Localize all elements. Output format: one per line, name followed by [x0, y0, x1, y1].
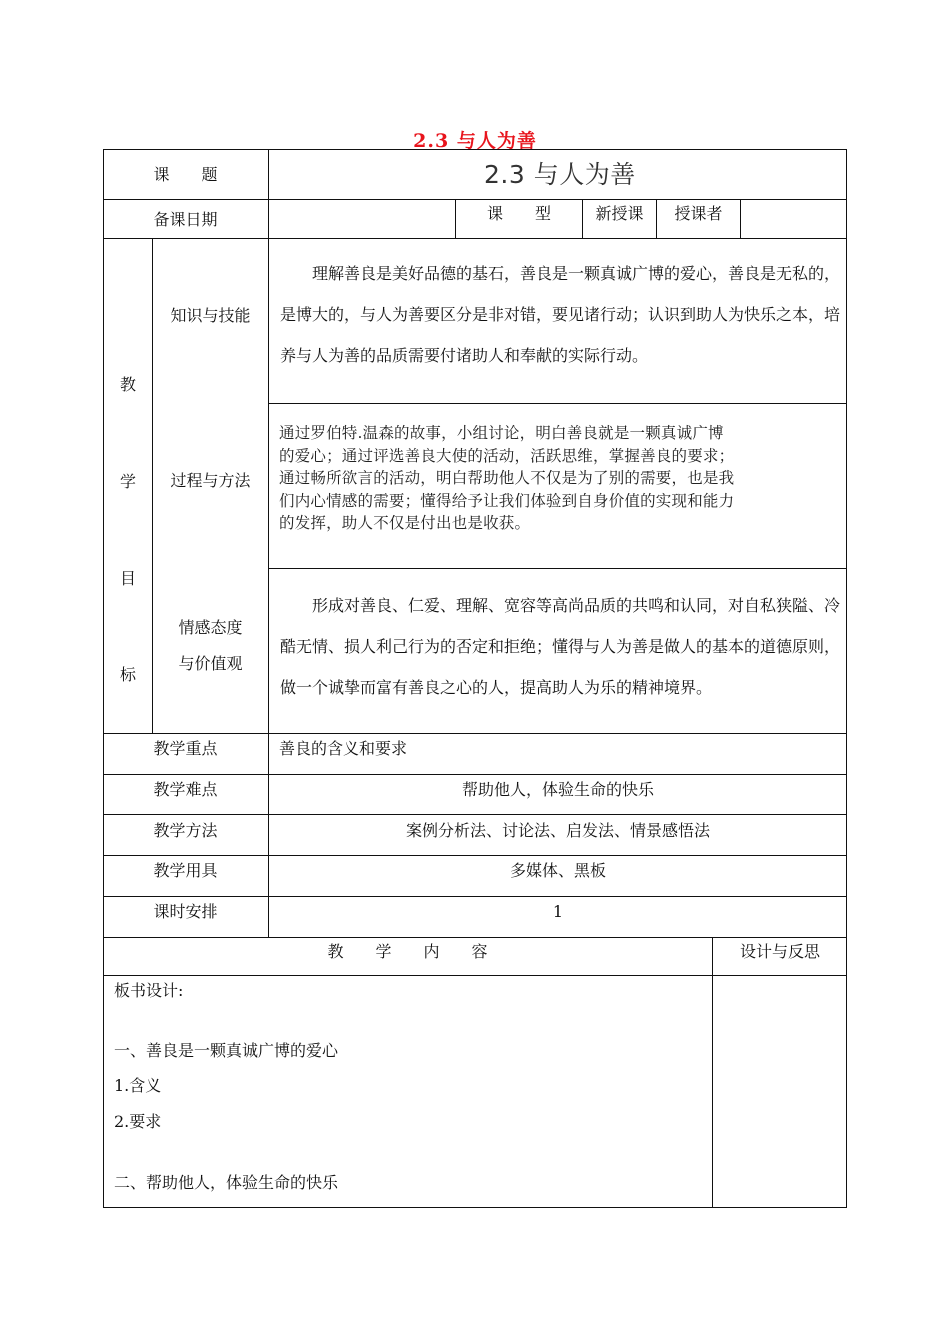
process-line: 通过罗伯特.温森的故事，小组讨论，明白善良就是一颗真诚广博 — [279, 424, 724, 442]
row-divider — [103, 937, 847, 938]
emotion-text: 形成对善良、仁爱、理解、宽容等高尚品质的共鸣和认同，对自私狭隘、冷酷无情、损人利己行为的否定和拒绝；懂得与人为善是做人的基本的道德原则，做一个诚挚而富有善良之心的人，提高助人为乐的精神境界。 — [280, 596, 841, 697]
row-divider — [103, 975, 847, 976]
goals-label-char: 标 — [119, 665, 136, 684]
row-divider — [269, 403, 847, 404]
row-divider — [103, 814, 847, 815]
process-label: 过程与方法 — [170, 471, 251, 490]
process-line: 通过畅所欲言的活动，明白帮助他人不仅是为了别的需要，也是我 — [279, 469, 735, 487]
row-divider — [103, 238, 847, 239]
row-divider — [269, 568, 847, 569]
board-design-label: 板书设计: — [114, 981, 184, 1000]
key-point-value: 善良的含义和要求 — [279, 739, 408, 758]
teacher-label: 授课者 — [674, 204, 723, 223]
col-divider — [740, 199, 741, 238]
reflection-header: 设计与反思 — [739, 942, 820, 961]
goals-label-char: 学 — [119, 472, 136, 491]
knowledge-text: 理解善良是美好品德的基石，善良是一颗真诚广博的爱心，善良是无私的，是博大的，与人为善要区分是非对错，要见诸行动；认识到助人为快乐之本，培养与人为善的品质需要付诸助人和奉献的实际行动。 — [280, 264, 841, 365]
page-title: 2.3 与人为善 — [413, 130, 537, 152]
goals-label-char: 目 — [119, 569, 136, 588]
topic-label: 课 题 — [153, 165, 218, 184]
method-label: 教学方法 — [153, 821, 218, 840]
col-divider — [712, 937, 713, 1208]
process-line: 的发挥，助人不仅是付出也是收获。 — [279, 514, 531, 532]
lesson-type-label: 课 型 — [486, 204, 551, 223]
board-item: 二、帮助他人，体验生命的快乐 — [114, 1173, 339, 1192]
prep-date-label: 备课日期 — [153, 210, 218, 229]
topic-value: 2.3 与人为善 — [484, 160, 636, 189]
hours-label: 课时安排 — [153, 902, 218, 921]
content-header: 教 学 内 容 — [327, 942, 488, 961]
difficulty-value: 帮助他人，体验生命的快乐 — [461, 780, 654, 799]
board-item: 一、善良是一颗真诚广博的爱心 — [114, 1041, 339, 1060]
board-item: 2.要求 — [114, 1112, 162, 1131]
process-line: 的爱心；通过评选善良大使的活动，活跃思维，掌握善良的要求； — [279, 446, 735, 465]
row-divider — [103, 896, 847, 897]
key-point-label: 教学重点 — [153, 739, 218, 758]
tools-label: 教学用具 — [153, 861, 218, 880]
process-line: 们内心情感的需要；懂得给予让我们体验到自身价值的实现和能力 — [279, 491, 735, 510]
goals-label-char: 教 — [119, 375, 136, 394]
tools-value: 多媒体、黑板 — [509, 861, 606, 880]
lesson-type-value: 新授课 — [595, 204, 644, 223]
board-item: 1.含义 — [114, 1076, 162, 1095]
row-divider — [103, 733, 847, 734]
difficulty-label: 教学难点 — [153, 780, 218, 799]
hours-value: 1 — [552, 902, 564, 921]
emotion-label-line1: 情感态度 — [178, 618, 243, 637]
process-text — [279, 422, 799, 535]
row-divider — [103, 855, 847, 856]
row-divider — [103, 199, 847, 200]
col-divider — [268, 149, 269, 937]
row-divider — [103, 774, 847, 775]
knowledge-label: 知识与技能 — [170, 306, 251, 325]
emotion-label-line2: 与价值观 — [178, 654, 243, 673]
method-value: 案例分析法、讨论法、启发法、情景感悟法 — [405, 821, 710, 840]
